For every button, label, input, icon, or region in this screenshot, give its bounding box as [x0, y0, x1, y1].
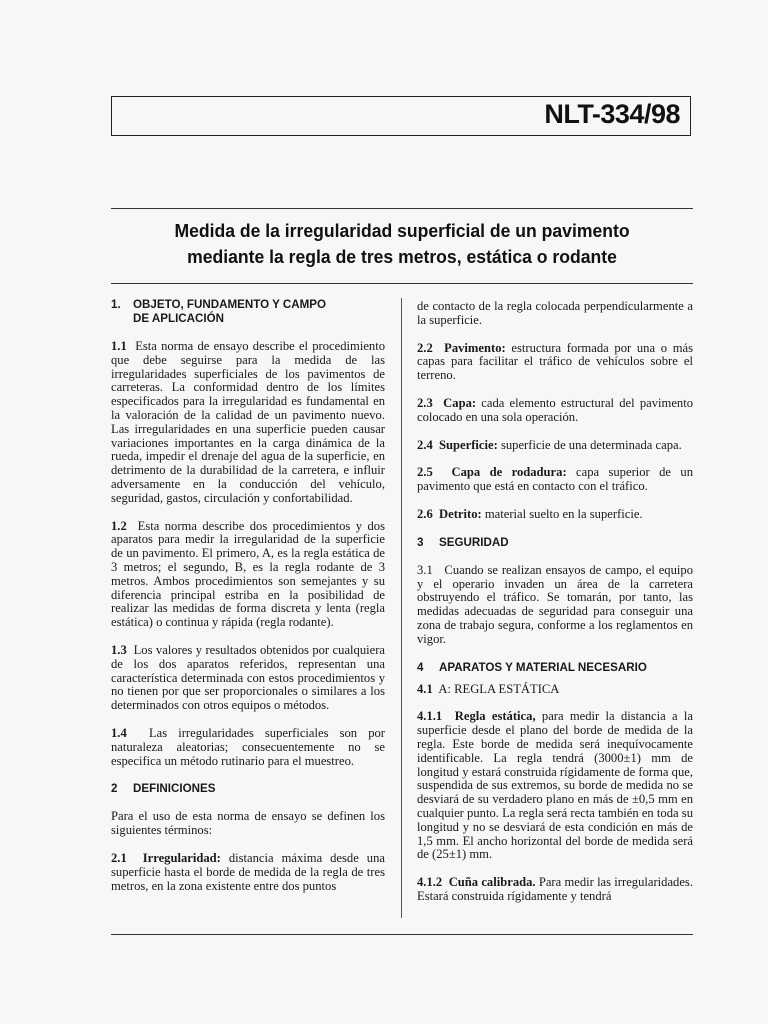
paragraph-2-5: 2.5 Capa de rodadura: capa superior de un pavimento que está en contacto con el tráfico. [417, 465, 693, 494]
paragraph-1-1: 1.1 Esta norma de ensayo describe el procedimiento que debe seguirse para la medida de las irregularidades superficiales de los pavimentos de carreteras. La conformidad dentro de los límites especificados para la irregularidad es fundamental en la valoración de la calidad de un pavimento nuevo. Las irregularidades en una superficie pueden causar variaciones importantes en la carga dinámica de la rueda, impedir el drenaje del agua de la superficie, en detrimento de la durabilidad de la carretera, e influir adversamente en la conducción del vehículo, seguridad, gastos, circulación y confortabilidad. [111, 339, 385, 505]
left-column [111, 298, 385, 893]
section-2-heading: 2 DEFINICIONES [111, 782, 216, 796]
paragraph-1-3: 1.3 Los valores y resultados obtenidos por cualquiera de los dos aparatos referidos, representan una característica determinada con estos procedimientos y no tienen por que ser proporcionales o similares a los determinados con otros equipos o métodos. [111, 642, 385, 713]
paragraph-1-2: 1.2 Esta norma describe dos procedimientos y dos aparatos para medir la irregularidad de la superficie de un pavimento. El primero, A, es la regla estática de 3 metros; el segundo, B, es la regla rodante de 3 metros. Ambos procedimientos son semejantes y su diferencia principal estriba en la posibilidad de realizar las medidas de forma discreta y lenta (regla estática) o continua y rápida (regla rodante). [111, 518, 385, 630]
paragraph-2-3: 2.3 Capa: cada elemento estructural del pavimento colocado en una sola operación. [417, 395, 694, 424]
paragraph-2-1: 2.1 Irregularidad: distancia máxima desde una superficie hasta el borde de medida de la regla de tres metros, en la zona existente entre dos puntos [111, 850, 385, 893]
paragraph-2-4: 2.4 Superficie: superficie de una determinada capa. [417, 437, 682, 452]
paragraph-2-2: 2.2 Pavimento: estructura formada por una o más capas para facilitar el tráfico de vehículos sobre el terreno. [417, 340, 694, 383]
page-bottom-rule [111, 934, 693, 935]
paragraph-4-1-2: 4.1.2 Cuña calibrada. Para medir las irregularidades. Estará construida rígidamente y tendrá [417, 875, 693, 903]
paragraph-3-1: 3.1 Cuando se realizan ensayos de campo, el equipo y el operario invaden un área de la carretera obstruyendo el tráfico. Se tomarán, por tanto, las medidas adecuadas de seguridad para conseguir una zona de trabajo segura, conforme a los reglamentos en vigor. [417, 562, 693, 646]
title-line-1: Medida de la irregularidad superficial de un pavimento [174, 220, 630, 241]
section-4-heading: 4 APARATOS Y MATERIAL NECESARIO [417, 660, 647, 674]
document-title [126, 218, 679, 270]
paragraph-1-4: 1.4 Las irregularidades superficiales son por naturaleza aleatorias; consecuentemente no se especifica un método rutinario para el muestreo. [111, 725, 385, 768]
section-3-heading: 3 SEGURIDAD [417, 535, 509, 549]
paragraph-2-1-continued: de contacto de la regla colocada perpendicularmente a la superficie. [417, 299, 693, 327]
title-bottom-rule [111, 283, 693, 284]
document-code: NLT-334/98 [544, 99, 680, 129]
title-top-rule [111, 208, 693, 209]
column-divider [401, 298, 402, 918]
paragraph-2-intro: Para el uso de esta norma de ensayo se definen los siguientes términos: [111, 809, 385, 838]
title-line-2: mediante la regla de tres metros, estática o rodante [187, 246, 617, 267]
section-1-heading: 1. OBJETO, FUNDAMENTO Y CAMPO DE APLICACIÓN [111, 298, 327, 325]
right-column [417, 300, 693, 904]
paragraph-2-6: 2.6 Detrito: material suelto en la superficie. [417, 506, 643, 521]
document-header-box [111, 96, 691, 136]
paragraph-4-1-1: 4.1.1 Regla estática, para medir la distancia a la superficie desde el plano del borde de medida de la regla. Este borde de medida será inequívocamente identificable. La regla tendrá (3000±1) mm de longitud y estará construida rígidamente de forma que, suspendida de sus extremos, su borde de medida no se desviará de su verdadero plano en más de ±0,5 mm en cualquier punto. La regla será recta también en toda su longitud y no se desviará de esta condición en más de 1,5 mm. El ancho horizontal del borde de medida será de (25±1) mm. [417, 709, 693, 862]
subsection-4-1-heading: 4.1 A: REGLA ESTÁTICA [417, 681, 560, 696]
